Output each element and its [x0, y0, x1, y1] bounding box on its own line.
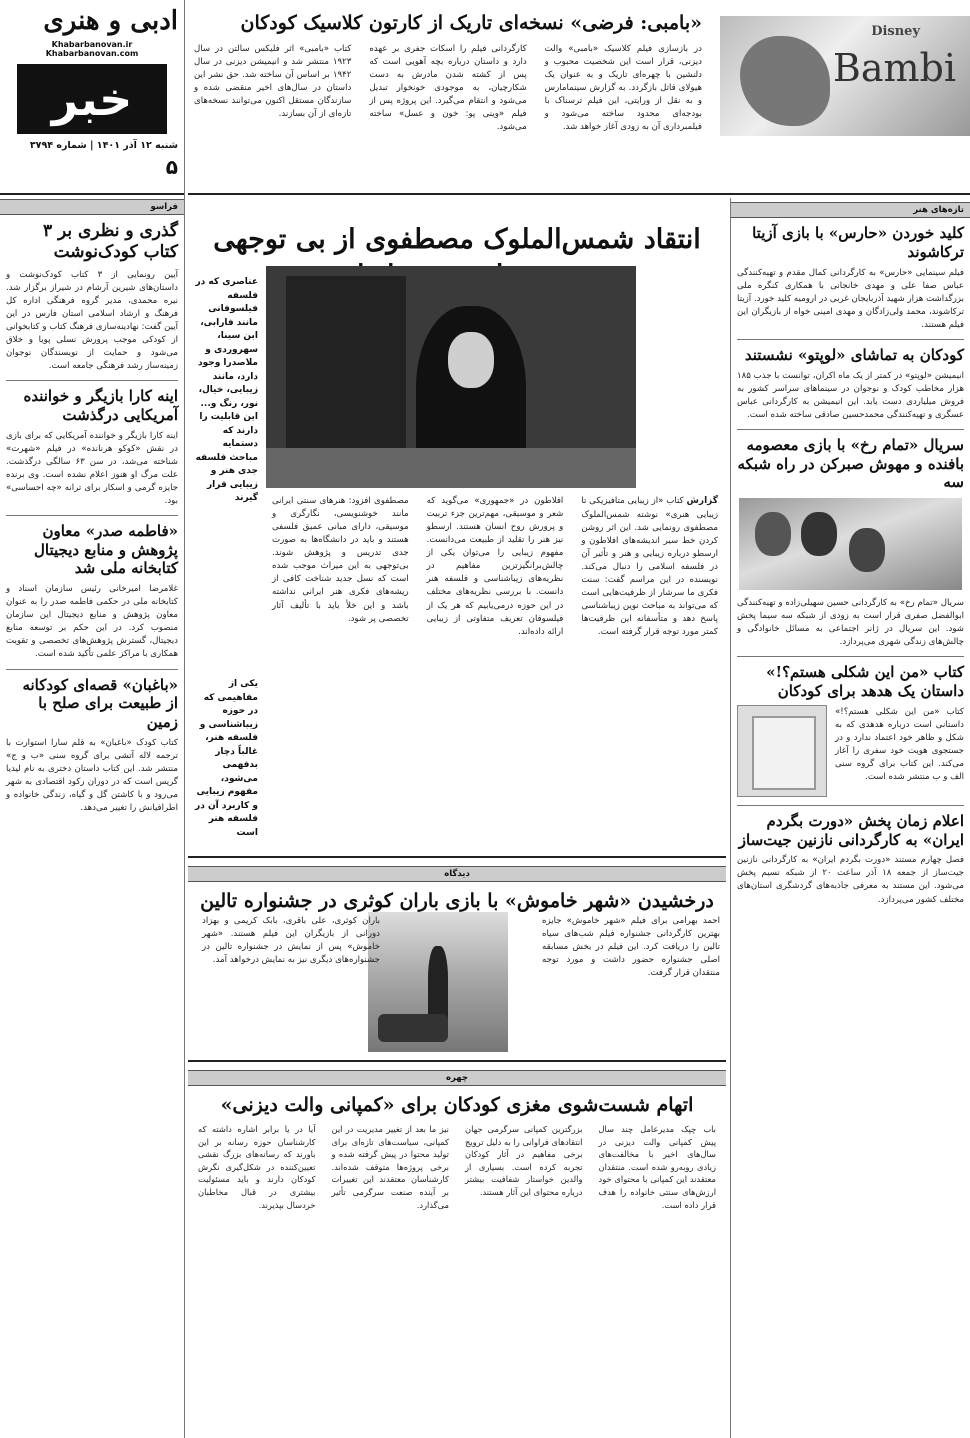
main-area: [188, 0, 970, 1438]
series-photo: [739, 498, 962, 590]
feature-columns: [266, 492, 724, 642]
bambi-columns: [188, 40, 708, 137]
feature-col3: مصطفوی افزود: هنرهای سنتی ایرانی مانند خوشنویسی، نگارگری و موسیقی، دارای مبانی عمیق فلسفی هستند و باید در دانشگاه‌ها به صورت جدی تدریس و پژوهش شوند. بی‌توجهی به این میراث موجب شده است که نسل جدید شناخت کافی از ریشه‌های فکری هنر ایرانی نداشته باشد و این خلأ باید با تألیف آثار تخصصی پر شود.: [271, 496, 409, 624]
left-article3-body: غلامرضا امیرخانی رئیس سازمان اسناد و کتابخانه ملی در حکمی فاطمه صدر را به عنوان معاون پژوهش و منابع دیجیتال این سازمان منصوب کرد. در این حکم بر توسعه منابع دیجیتال، گسترش پژوهش‌های تخصصی و تقویت همکاری با مراکز علمی تأکید شده است.: [6, 584, 178, 660]
actor-figure: [849, 528, 885, 572]
bambi-col3: کتاب «بامبی» اثر فلیکس سالتن در سال ۱۹۲۳ منتشر شد و انیمیشن دیزنی در سال ۱۹۴۲ بر اساس آن ساخته شد. حق نشر این داستان در سال‌های اخیر منقضی شده و سازندگان مستقل اکنون می‌توانند نسخه‌های تازه‌ای از آن بسازند.: [194, 44, 352, 120]
rail-item4-headline: کتاب «من این شکلی هستم؟!» داستان یک هدهد برای کودکان: [766, 663, 964, 701]
cinema-kicker: دیدگاه: [188, 866, 726, 882]
disney-columns: [188, 1120, 726, 1214]
bambi-col2: کارگردانی فیلم را اسکات جفری بر عهده دارد و داستان درباره بچه آهویی است که پس از کشته شدن مادرش به دست شکارچیان، به موجودی خونخوار تبدیل می‌شود و انتقام می‌گیرد. این پروژه پس از فیلم «وینی پو: خون و عسل» ساخته می‌شود.: [369, 44, 527, 133]
book-cover: [737, 705, 827, 797]
disney-story: [188, 1066, 726, 1438]
bambi-col1: در بازسازی فیلم کلاسیک «بامبی» والت دیزنی، قرار است این شخصیت محبوب و دلنشین با چهره‌ای تاریک و به عنوان یک هیولای قاتل بازگردد. به گزارش سینمامارس و به نقل از ورایتی، این فیلم ترسناک با بودجه‌ای محدود ساخته می‌شود و فیلمبرداری آن به زودی آغاز خواهد شد.: [544, 44, 702, 133]
calligraphy-banner: [286, 276, 406, 476]
cinema-col2: باران کوثری، علی باقری، بابک کریمی و بهزاد دورانی از بازیگران این فیلم هستند. «شهر خاموش» پس از نمایش در جشنواره تالین در جشنواره‌های دیگری نیز به نمایش درخواهد آمد.: [202, 916, 380, 966]
disney-col3: نیز ما بعد از تغییر مدیریت در این کمپانی، سیاست‌های تازه‌ای برای تولید محتوا در پیش گرفته شده و برخی پروژه‌ها متوقف شده‌اند. کارشناسان معتقدند این تغییرات بر آینده صنعت سرگرمی تأثیر می‌گذارد.: [331, 1124, 449, 1210]
feature-col1-text: کتاب «از زیبایی متافیزیکی تا زیبایی هنری» نوشته شمس‌الملوک مصطفوی رونمایی شد. این اثر روشن کردن خط سیر اندیشه‌های افلاطون و ارسطو درباره زیبایی و هنر و تأثیر آن در فلسفه اسلامی را دنبال می‌کند. نویسنده در این مراسم گفت: سنت فکری ما سرشار از ظرفیت‌هایی است که می‌تواند به مباحث نوین زیباشناسی پاسخ دهد و متأسفانه این ظرفیت‌ها کمتر مورد توجه قرار گرفته است.: [581, 496, 718, 638]
cinema-story: [188, 862, 726, 1062]
speaker-photo: [266, 266, 636, 488]
disney-col2: بزرگترین کمپانی سرگرمی جهان انتقادهای فراوانی را به دلیل ترویج برخی مفاهیم در آثار کودکان تجربه کرده است. بسیاری از والدین خواستار شفافیت بیشتر درباره محتوای این آثار هستند.: [465, 1124, 583, 1198]
disney-headline: اتهام شست‌شوی مغزی کودکان برای «کمپانی والت دیزنی»: [220, 1094, 694, 1116]
bambi-headline: «بامبی: فرضی» نسخه‌ای تاریک از کارتون کلاسیک کودکان: [240, 12, 702, 34]
website-links[interactable]: Khabarbanovan.ir Khabarbanovan.com: [45, 40, 139, 58]
divider: [737, 656, 964, 657]
disney-kicker: چهره: [188, 1070, 726, 1086]
left-column: [0, 0, 185, 1438]
cinema-columns: [188, 912, 726, 983]
left-article1-body: آیین رونمایی از ۳ کتاب کودک‌نوشت و داستان‌های شیرین آرشام در شیراز برگزار شد. نیره محمدی، مدیر گروه فرهنگی اداره کل فرهنگ و ارشاد اسلامی استان فارس در این آیین گفت: نهادینه‌سازی فرهنگ کتاب و کتابخوانی از کودکی موجب پرورش نسلی پویا و خلاق می‌شود و حمایت از نویسندگان نوجوان زمینه‌ساز رشد فرهنگی جامعه است.: [6, 269, 178, 371]
left-article4-body: کتاب کودک «باغبان» به قلم سارا استوارت با ترجمه لاله آتشی برای گروه سنی «ب و ج» منتشر شد. این کتاب داستان دختری به نام لیدیا گریس است که در دوران رکود اقتصادی به شهر می‌رود و با کاشتن گل و گیاه، زندگی خانواده و اطرافیانش را تغییر می‌دهد.: [6, 737, 178, 814]
feature-headline-line1: انتقاد شمس‌الملوک مصطفوی از بی توجهی: [213, 224, 701, 255]
page-number: ۵: [165, 155, 178, 179]
rail-item4-body: کتاب «من این شکلی هستم؟!» داستانی است درباره هدهدی که به شکل و ظاهر خود اعتماد ندارد و در جستجوی هویت خود سفری را آغاز می‌کند. این کتاب برای گروه سنی الف و ب منتشر شده است.: [835, 706, 964, 783]
left-article2-headline: اینه کارا بازیگر و خواننده آمریکایی درگذشت: [23, 387, 178, 424]
left-article2-body: اینه کارا بازیگر و خواننده آمریکایی که برای بازی در نقش «کوکو هرنانده» در فیلم «شهرت» شناخته می‌شد، در سن ۶۳ سالگی درگذشت. علت مرگ او هنوز اعلام نشده است. وی برنده جایزه گرمی و اسکار برای ترانه «چه احساسی» بود.: [6, 430, 178, 506]
speaker-face: [448, 332, 494, 388]
pull-quote: یکی از مفاهیمی که در حوزه زیباشناسی و فلسفه هنر، غالباً دچار بدفهمی می‌شود، مفهوم زیبایی و کاربرد آن در فلسفه هنر است: [195, 679, 258, 838]
actor-figure: [801, 512, 837, 556]
rail-item5-body: فصل چهارم مستند «دورت بگردم ایران» به کارگردانی نازنین جیت‌ساز از جمعه ۱۸ آذر ساعت ۲۰ از شبکه نسیم پخش می‌شود. این مستند به معرفی جاذبه‌های گردشگری استان‌های مختلف کشور می‌پردازد.: [737, 855, 964, 905]
disney-brand: Disney: [871, 24, 920, 39]
section-name: ادبی و هنری: [43, 6, 178, 36]
deer-illustration: [740, 36, 830, 126]
feature-col1: [575, 492, 724, 642]
feature-story: [188, 198, 726, 858]
issue-line: شنبه ۱۲ آذر ۱۴۰۱ | شماره ۳۷۹۴: [29, 140, 178, 151]
disney-col1: باب چپک مدیرعامل چند سال پیش کمپانی والت دیزنی در سال‌های اخیر با مخالفت‌های زیادی روبه‌رو شده است. منتقدان معتقدند این کمپانی با محتوای خود ارزش‌های سنتی خانواده را هدف قرار داده است.: [598, 1124, 716, 1210]
rail-item2-body: انیمیشن «لوپتو» در کمتر از یک ماه اکران، توانست با جذب ۱۸۵ هزار مخاطب کودک و نوجوان در سینماهای سراسر کشور به فروش میلیاردی دست یابد. این انیمیشن به کارگردانی عباس عسگری و تهیه‌کنندگی محمدحسین صادقی ساخته شده است.: [737, 370, 964, 420]
rail-item2-headline: کودکان به تماشای «لوپتو» نشستند: [744, 345, 964, 364]
logo-text: خبر: [17, 64, 167, 134]
report-tag: گزارش: [686, 496, 719, 506]
divider: [6, 669, 178, 670]
divider: [6, 380, 178, 381]
rail-item1-body: فیلم سینمایی «حارس» به کارگردانی کمال مقدم و تهیه‌کنندگی عباس صفا علی و مهدی خانجانی با همکاری کنگره ملی بزرگداشت هزار شهید آذربایجان غربی در ارومیه کلید خورد. آزیتا ترکاشوند، محمد ولی‌زادگان و مهدی امینی خواه از بازیگران این فیلم هستند.: [737, 267, 964, 330]
car-shape: [378, 1014, 448, 1042]
right-rail: [730, 198, 970, 1438]
rail-item3-body: سریال «تمام رخ» به کارگردانی حسین سهیلی‌زاده و تهیه‌کنندگی ابوالفضل صفری قرار است به زودی از شبکه سه سیما پخش شود. این سریال در ژانر اجتماعی به مسائل خانوادگی و چالش‌های زندگی شهری می‌پردازد.: [737, 598, 964, 648]
left-article3-headline: «فاطمه صدر» معاون پژوهش و منابع دیجیتال کتابخانه ملی شد: [34, 521, 178, 578]
pull-quote: عناصری که در فلسفه فیلسوفانی مانند فارابی، ابن سینا، سهروردی و ملاصدرا وجود دارد، مانند زیبایی، خیال، نور، رنگ و... این قابلیت را دارند که دستمایه مباحث فلسفه جدی هنر و زیبایی قرار گیرند: [195, 277, 258, 503]
feature-col2: افلاطون در «جمهوری» می‌گوید که شعر و موسیقی، مهم‌ترین جزء تربیت و پرورش روح انسان هستند. ارسطو نیز هنر را تقلید از طبیعت می‌دانست. مفهوم زیبایی را می‌توان یکی از چالش‌برانگیزترین مفاهیم در نظریه‌های زیباشناسی و فلسفه هنر دانست. با بررسی نظریه‌های مختلف در این حوزه درمی‌یابیم که هر یک از فیلسوفان تعریف متفاوتی از زیبایی ارائه داده‌اند.: [426, 496, 564, 637]
bambi-title: Bambi: [832, 46, 956, 90]
bambi-story: [188, 0, 970, 195]
divider: [737, 339, 964, 340]
desk: [266, 448, 636, 488]
left-article1-headline: گذری و نظری بر ۳ کتاب کودک‌نوشت: [42, 221, 178, 263]
disney-col4: آیا در یا برابر اشاره داشته که کارشناسان حوزه رسانه بر این باورند که رسانه‌های بزرگ نقشی تعیین‌کننده در شکل‌گیری نگرش کودکان دارند و باید مسئولیت بیشتری در قبال مخاطبان خردسال بپذیرند.: [198, 1124, 316, 1210]
rail-item1-headline: کلید خوردن «حارس» با بازی آزیتا ترکاشوند: [752, 224, 964, 261]
actor-figure: [755, 512, 791, 556]
divider: [737, 429, 964, 430]
rail-item5-headline: اعلام زمان پخش «دورت بگردم ایران» به کارگردانی نازنین جیت‌ساز: [738, 811, 964, 849]
divider: [737, 805, 964, 806]
left-article4-headline: «باغبان» قصه‌ای کودکانه از طبیعت برای صلح با زمین: [22, 675, 178, 731]
cinema-col1: احمد بهرامی برای فیلم «شهر خاموش» جایزه بهترین کارگردانی جشنواره فیلم شب‌های سیاه تالین را دریافت کرد. این فیلم در بخش مسابقه اصلی جشنواره حضور داشت و مورد توجه منتقدان قرار گرفت.: [542, 916, 720, 979]
masthead: [0, 0, 184, 195]
cinema-headline: درخشیدن «شهر خاموش» با بازی باران کوثری در جشنواره تالین: [200, 890, 714, 912]
rail-kicker: تازه‌های هنر: [731, 202, 970, 218]
bambi-poster: [720, 16, 970, 136]
logo: [17, 64, 167, 134]
rail-item3-headline: سریال «تمام رخ» با بازی معصومه بافنده و مهوش صبرکن در راه شبکه سه: [737, 435, 964, 492]
feature-block: [188, 198, 726, 858]
divider: [6, 515, 178, 516]
left-kicker: فراسو: [0, 199, 184, 215]
